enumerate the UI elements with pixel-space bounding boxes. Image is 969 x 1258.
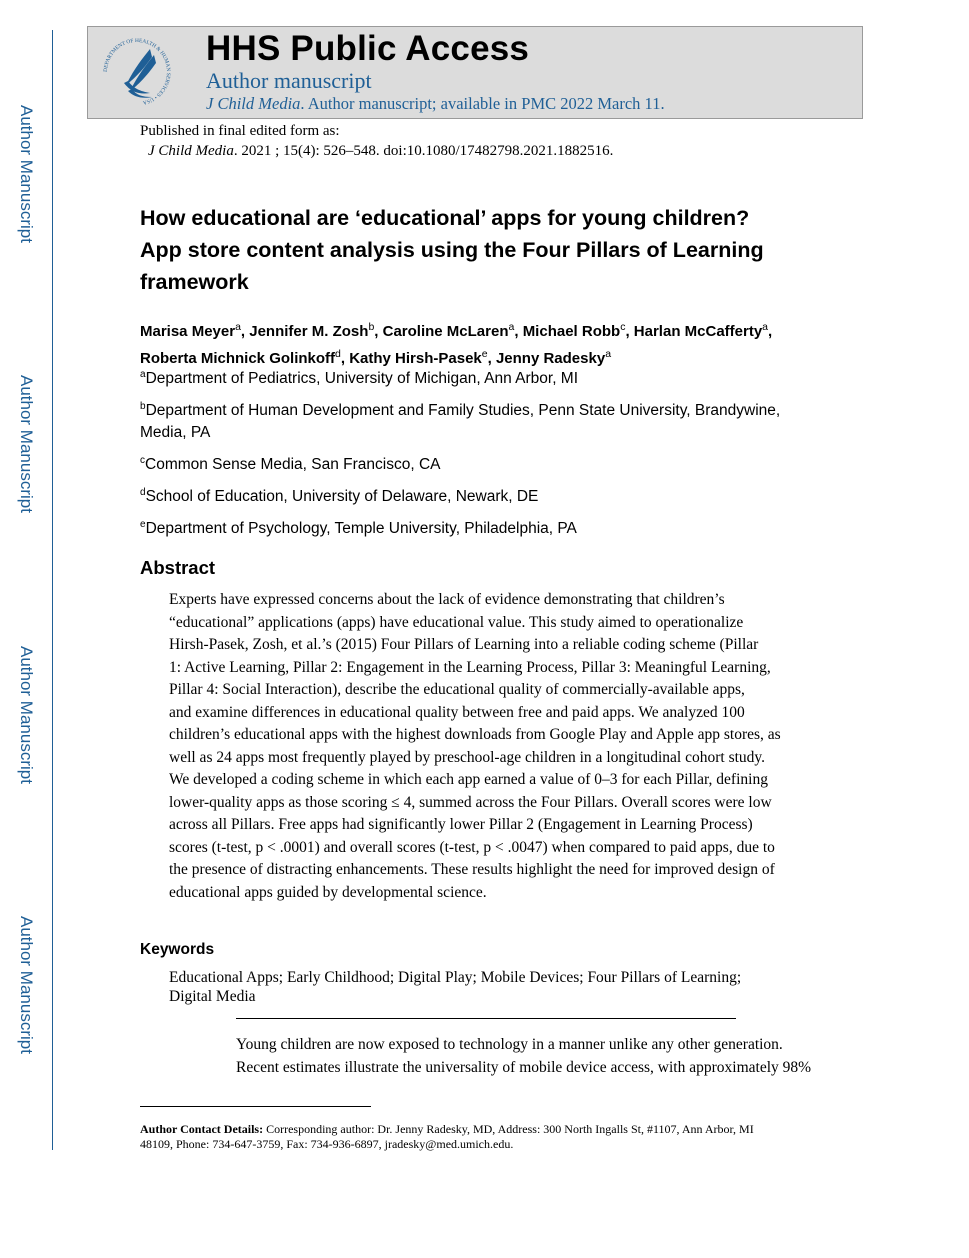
published-label: Published in final edited form as: (140, 123, 340, 139)
author-line: Marisa Meyer$^a$, Jennifer M. Zosh$^b$, Caroline McLaren$^a$, Michael Robb$^c$, Harlan McCafferty$^a$, (140, 321, 773, 340)
keywords-heading: Keywords (140, 941, 215, 958)
header-banner (87, 26, 863, 119)
footnote-divider (140, 1106, 371, 1107)
hhs-logo-icon (98, 33, 176, 111)
sidebar-rule (52, 30, 53, 1150)
author-contact-footnote: Author Contact Details: Corresponding author: Dr. Jenny Radesky, MD, Address: 300 North Ingalls St, #1107, Ann Arbor, MI 48109, Phone: 734-647-3759, Fax: 734-936-6897, jradesky@med.umich.edu. (140, 1122, 754, 1151)
author-line: Roberta Michnick Golinkoff$^d$, Kathy Hirsh-Pasek$^e$, Jenny Radesky$^a$ (140, 348, 612, 367)
affiliation: $^e$Department of Psychology, Temple University, Philadelphia, PA (140, 519, 577, 538)
header-subtitle: Author manuscript (206, 68, 372, 93)
abstract-text: Experts have expressed concerns about the lack of evidence demonstrating that children’s “educational” applications (apps) have educational value. This study aimed to operationalize Hirsh-Pasek, Zosh, et al.’s (2015) Four Pillars of Learning into a reliable coding scheme (Pillar 1: Active Learning, Pillar 2: Engagement in the Learning Process, Pillar 3: Meaningful Learning, Pillar 4: Social Interaction), describe the educational quality of commercially-available apps, and examine differences in educational quality between free and paid apps. We analyzed 100 children’s educational apps with the highest downloads from Google Play and Apple app stores, as well as 24 apps most frequently played by preschool-age children in a longitudinal cohort study. We developed a coding scheme in which each app earned a value of 0–3 for each Pillar, defining lower-quality apps as those scoring ≤ 4, summed across the Four Pillars. Overall scores were low across all Pillars. Free apps had significantly lower Pillar 2 (Engagement in Learning Process) scores (t-test, p < .0001) and overall scores (t-test, p < .0047) when compared to paid apps, due to the presence of distracting enhancements. These results highlight the need for improved design of educational apps guided by developmental science. (169, 591, 781, 901)
header-availability: J Child Media. Author manuscript; available in PMC 2022 March 11. (206, 94, 665, 113)
section-divider (236, 1018, 736, 1019)
article-title: How educational are ‘educational’ apps for young children? App store content analysis using the Four Pillars of Learning framework (140, 206, 764, 294)
svg-text:DEPARTMENT OF HEALTH & HUMAN S: DEPARTMENT OF HEALTH & HUMAN SERVICES • USA (102, 37, 172, 106)
affiliation: $^a$Department of Pediatrics, University of Michigan, Ann Arbor, MI (140, 369, 579, 388)
header-title: HHS Public Access (206, 29, 530, 68)
body-paragraph: Young children are now exposed to technology in a manner unlike any other generation. Recent estimates illustrate the universality of mobile device access, with approximately 98% (236, 1036, 812, 1076)
affiliation: $^d$School of Education, University of Delaware, Newark, DE (140, 487, 539, 506)
author-list (140, 316, 772, 370)
affiliation: $^b$Department of Human Development and Family Studies, Penn State University, Brandywine, Media, PA (140, 401, 781, 442)
published-citation: J Child Media. 2021 ; 15(4): 526–548. doi:10.1080/17482798.2021.1882516. (148, 143, 614, 159)
keywords-text: Educational Apps; Early Childhood; Digital Play; Mobile Devices; Four Pillars of Learning; Digital Media (169, 969, 742, 1005)
affiliation: $^c$Common Sense Media, San Francisco, CA (140, 455, 441, 474)
abstract-heading: Abstract (140, 557, 216, 578)
